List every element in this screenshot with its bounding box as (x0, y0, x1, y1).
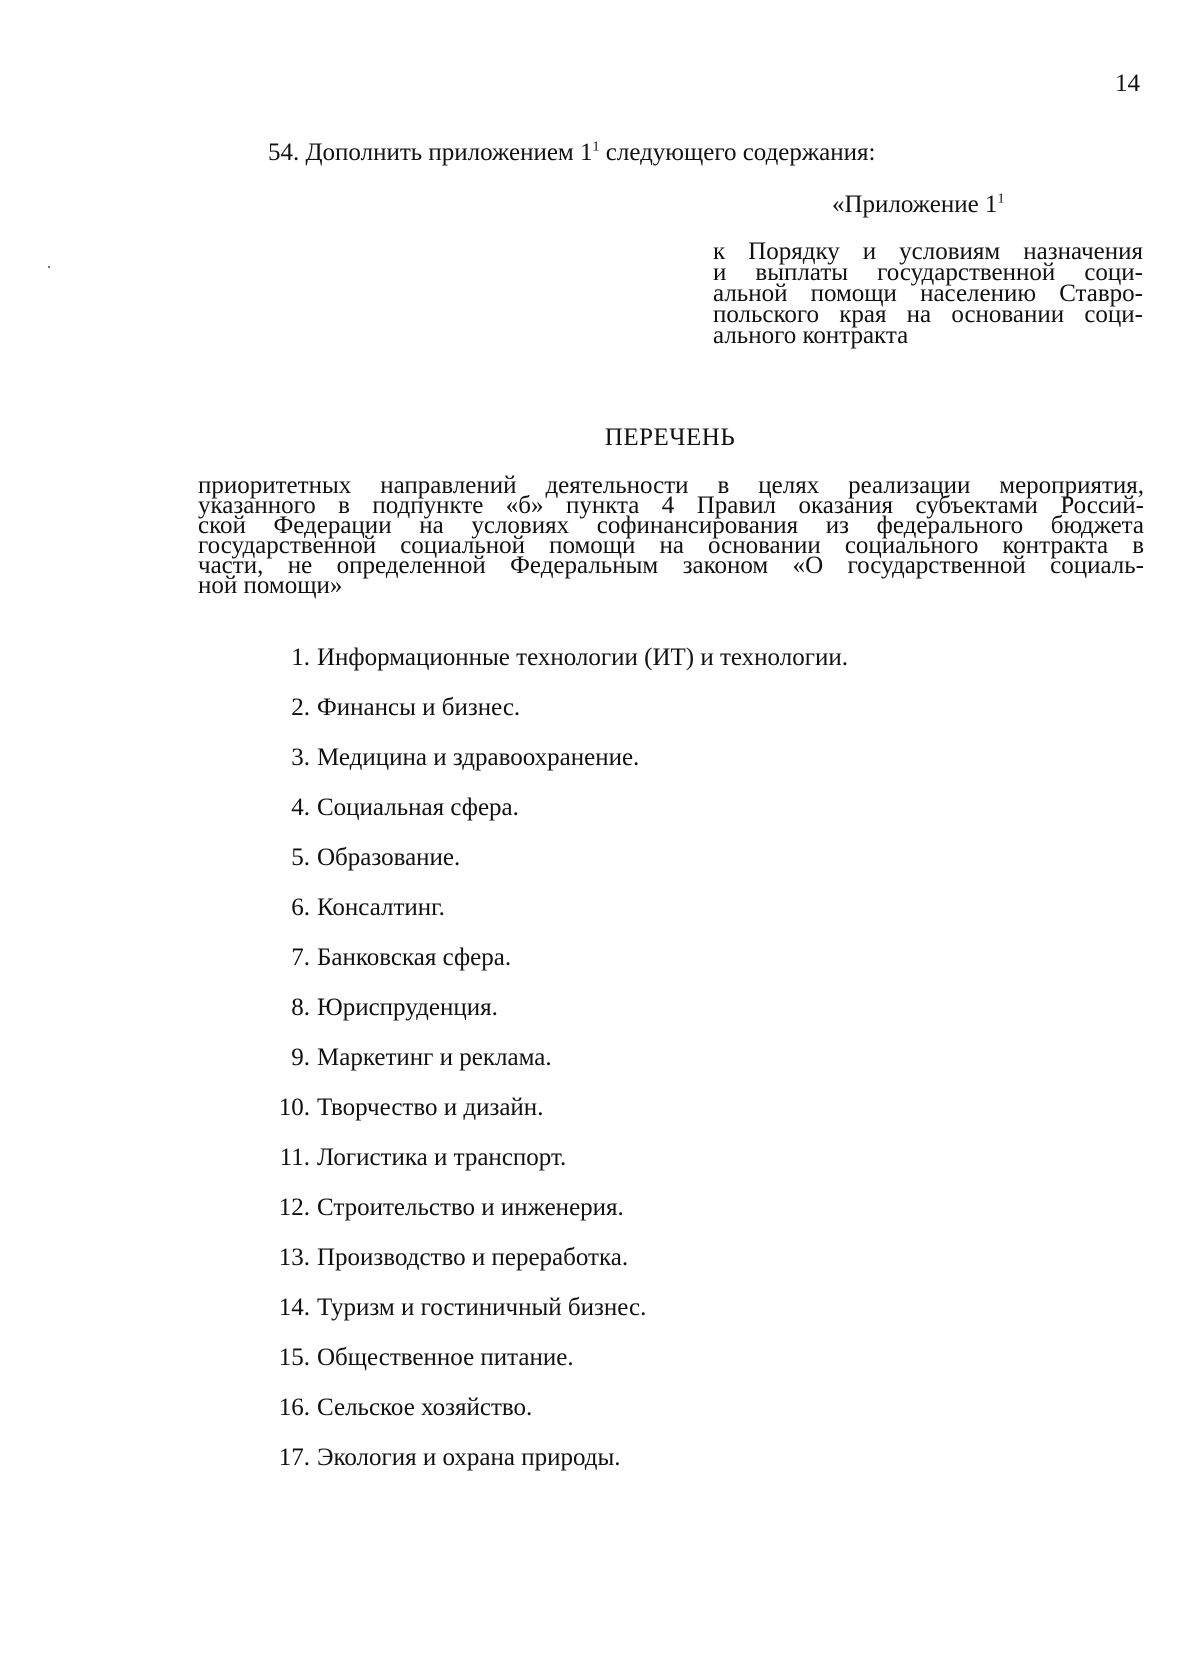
list-item (254, 744, 848, 794)
list-item (254, 844, 848, 894)
scan-speck (48, 266, 50, 268)
list-item (254, 1344, 848, 1394)
amendment-text: 54. Дополнить приложением 1 (268, 139, 593, 166)
list-item-text: Маркетинг и реклама. (317, 1044, 552, 1071)
list-item-text: Информационные технологии (ИТ) и технологии. (317, 644, 848, 671)
list-item (254, 994, 848, 1044)
list-item (254, 944, 848, 994)
list-item-text: Производство и переработка. (317, 1244, 629, 1271)
appendix-reference-line: и выплаты государственной соци- (713, 259, 1143, 286)
subheading-line: ской Федерации на условиях софинансирования из федерального бюджета (198, 512, 1144, 539)
amendment-superscript: 1 (592, 139, 600, 155)
document-heading: ПЕРЕЧЕНЬ (604, 424, 736, 451)
list-item-text: Строительство и инженерия. (317, 1194, 624, 1221)
amendment-text-after: следующего содержания: (599, 139, 876, 166)
list-item (254, 794, 848, 844)
subheading-line: государственной социальной помощи на основании социального контракта в (198, 532, 1144, 559)
list-item (254, 1144, 848, 1194)
subheading-line: ной помощи» (198, 572, 343, 599)
list-item (254, 1094, 848, 1144)
list-item-number: 10. (278, 1094, 310, 1121)
list-item-number: 11. (279, 1144, 310, 1171)
subheading-line: указанного в подпункте «б» пункта 4 Правил оказания субъектами Россий- (198, 492, 1144, 519)
list-item (254, 1244, 848, 1294)
page-number: 14 (1115, 70, 1140, 97)
list-item (254, 644, 848, 694)
appendix-reference-line: ального контракта (713, 322, 909, 349)
list-item-text: Экология и охрана природы. (317, 1444, 621, 1471)
appendix-reference-line: к Порядку и условиям назначения (713, 238, 1143, 265)
list-item-number: 16. (278, 1394, 310, 1421)
list-item-text: Финансы и бизнес. (317, 694, 521, 721)
list-item (254, 894, 848, 944)
appendix-title-superscript: 1 (997, 191, 1005, 207)
list-item-text: Образование. (317, 844, 461, 871)
list-item-number: 7. (291, 944, 310, 971)
list-item-number: 4. (291, 794, 310, 821)
list-item-text: Логистика и транспорт. (317, 1144, 567, 1171)
appendix-reference-line: альной помощи населению Ставро- (713, 280, 1143, 307)
list-item-text: Консалтинг. (317, 894, 445, 921)
list-item-number: 17. (278, 1444, 310, 1471)
list-item (254, 1394, 848, 1444)
list-item-text: Юриспруденция. (317, 994, 498, 1021)
list-item (254, 1444, 848, 1494)
list-item (254, 1194, 848, 1244)
list-item-number: 8. (291, 994, 310, 1021)
appendix-title (832, 191, 1004, 219)
list-item-number: 14. (278, 1294, 310, 1321)
list-item-number: 5. (291, 844, 310, 871)
list-item-number: 12. (278, 1194, 310, 1221)
subheading-line: приоритетных направлений деятельности в целях реализации мероприятия, (198, 472, 1144, 499)
list-item-number: 2. (291, 694, 310, 721)
list-item-number: 3. (291, 744, 310, 771)
list-item-text: Медицина и здравоохранение. (317, 744, 640, 771)
appendix-reference-line: польского края на основании соци- (713, 301, 1143, 328)
appendix-reference (713, 238, 1143, 349)
list-item-text: Сельское хозяйство. (317, 1394, 533, 1421)
list-item (254, 694, 848, 744)
list-item-text: Туризм и гостиничный бизнес. (317, 1294, 647, 1321)
list-item-number: 9. (291, 1044, 310, 1071)
list-item-text: Творчество и дизайн. (317, 1094, 544, 1121)
document-subheading (198, 472, 1144, 599)
list-item-number: 15. (278, 1344, 310, 1371)
appendix-title-text: «Приложение 1 (832, 191, 998, 218)
amendment-line (268, 139, 875, 167)
list-item-text: Социальная сфера. (317, 794, 519, 821)
list-item (254, 1294, 848, 1344)
priority-directions-list (254, 644, 848, 1494)
list-item-number: 13. (278, 1244, 310, 1271)
list-item (254, 1044, 848, 1094)
list-item-text: Банковская сфера. (317, 944, 512, 971)
list-item-number: 1. (291, 644, 310, 671)
subheading-line: части, не определенной Федеральным законом «О государственной социаль- (198, 552, 1144, 579)
list-item-number: 6. (291, 894, 310, 921)
list-item-text: Общественное питание. (317, 1344, 574, 1371)
